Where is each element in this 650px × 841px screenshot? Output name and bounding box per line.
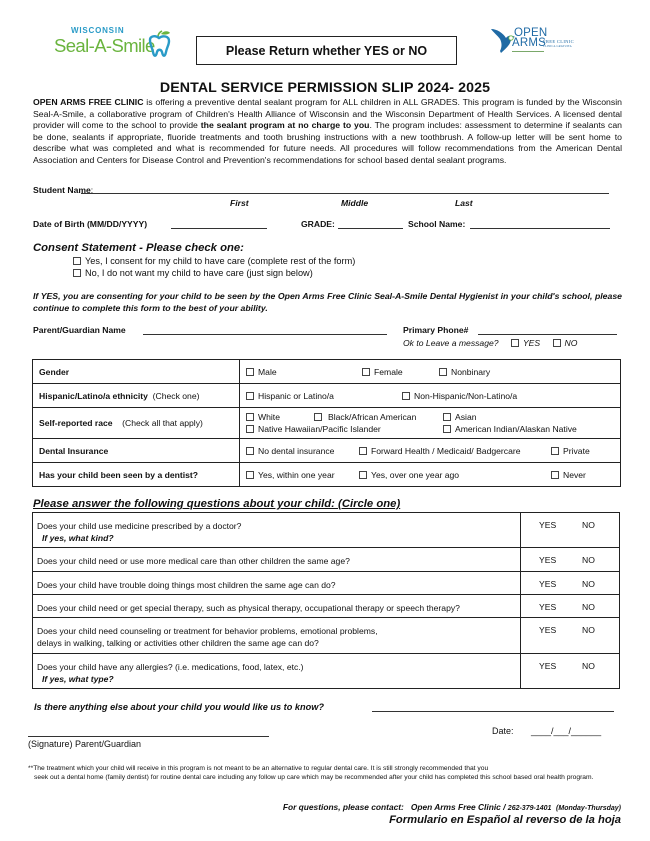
checkbox[interactable] bbox=[246, 368, 254, 376]
race-row: Self-reported race (Check all that apply) White Black/African American Asian Native Hawaiian/Pacific Islander American Indian/Alaskan Native bbox=[33, 408, 621, 439]
gender-female-option[interactable]: Female bbox=[362, 367, 403, 377]
questions-heading: Please answer the following questions about your child: (Circle one) bbox=[33, 498, 401, 510]
logo-free-clinic-text: FREE CLINIC bbox=[543, 39, 574, 44]
question-row bbox=[33, 654, 620, 689]
checkbox[interactable] bbox=[246, 447, 254, 455]
question-text: Does your child need or use more medical care than other children the same age? bbox=[33, 548, 521, 572]
answer-no[interactable]: NO bbox=[582, 555, 595, 565]
grade-field[interactable] bbox=[338, 228, 403, 229]
message-no-option[interactable]: NO bbox=[553, 338, 578, 348]
dentist-label: Has your child been seen by a dentist? bbox=[33, 463, 240, 487]
date-label: Date: bbox=[492, 726, 514, 736]
answer-yes[interactable]: YES bbox=[539, 555, 557, 565]
question-text: Does your child need or get special therapy, such as physical therapy, occupational therapy or speech therapy? bbox=[33, 595, 521, 618]
race-hawaiian-option[interactable]: Native Hawaiian/Pacific Islander bbox=[246, 424, 381, 434]
answer-yes[interactable]: YES bbox=[539, 520, 557, 530]
signature-field[interactable] bbox=[28, 736, 269, 737]
logo-open-text: OPEN bbox=[514, 27, 548, 39]
grade-label: GRADE: bbox=[301, 219, 335, 229]
insurance-none-option[interactable]: No dental insurance bbox=[246, 446, 334, 456]
ethnicity-row: Hispanic/Latino/a ethnicity (Check one) Hispanic or Latino/a Non-Hispanic/Non-Latino/a bbox=[33, 384, 621, 408]
school-name-field[interactable] bbox=[470, 228, 610, 229]
race-black-option[interactable]: Black/African American bbox=[314, 412, 416, 422]
if-yes-note: If YES, you are consenting for your child to be seen by the Open Arms Free Clinic Seal-A-Smile Dental Hygienist in your child's school, please continue to complete this form to the best of your ability. bbox=[33, 291, 622, 313]
insurance-private-option[interactable]: Private bbox=[551, 446, 590, 456]
footnote: **The treatment which your child will receive in this program is not meant to be an alternative to regular dental care. It is still strongly recommended that you seek out a dental home (family dentist) for routine dental care including any follow up care which may be recommended after your child has completed this school based oral health program. bbox=[28, 765, 594, 782]
insurance-medicaid-option[interactable]: Forward Health / Medicaid/ Badgercare bbox=[359, 446, 521, 456]
checkbox[interactable] bbox=[511, 339, 519, 347]
logo-seal-a-smile-text: Seal-A-Smile bbox=[54, 35, 155, 56]
logo-arms-text: ARMS bbox=[512, 37, 547, 49]
student-name-label: Student Name: bbox=[33, 185, 94, 195]
dentist-row bbox=[33, 463, 621, 487]
answer-yes[interactable]: YES bbox=[539, 579, 557, 589]
middle-name-caption: Middle bbox=[341, 198, 369, 208]
ethnicity-non-hispanic-option[interactable]: Non-Hispanic/Non-Latino/a bbox=[402, 391, 517, 401]
checkbox[interactable] bbox=[551, 447, 559, 455]
dentist-never-option[interactable]: Never bbox=[551, 470, 586, 480]
race-label: Self-reported race bbox=[39, 418, 113, 428]
answer-no[interactable]: NO bbox=[582, 579, 595, 589]
checkbox[interactable] bbox=[246, 413, 254, 421]
question-text: Does your child have any allergies? (i.e. medications, food, latex, etc.) bbox=[37, 662, 304, 672]
signature-label: (Signature) Parent/Guardian bbox=[28, 739, 142, 749]
open-arms-logo bbox=[490, 26, 600, 60]
dob-label: Date of Birth (MM/DD/YYYY) bbox=[33, 219, 148, 229]
gender-row bbox=[33, 360, 621, 384]
answer-yes[interactable]: YES bbox=[539, 661, 557, 671]
checkbox[interactable] bbox=[443, 425, 451, 433]
last-name-caption: Last bbox=[455, 198, 473, 208]
intro-paragraph: OPEN ARMS FREE CLINIC is offering a preventive dental sealant program for ALL children in ALL GRADES. This program is funded by the Wisconsin Seal-A-Smile, a collaborative program of Children's Health Alliance of Wisconsin and the Wisconsin Department of Health Services. A licensed dental provider will come to the school to provide the sealant program at no charge to you. The program includes: assessment to determine if sealants can be done, sealants if appropriate, fluoride treatments and tooth brushing instructions with a new toothbrush. A follow-up letter will be sent home to describe what was completed and what is recommended for future needs. All procedures will follow recommendations from the American Dental Association and Centers for Disease Control and Prevention's recommendations for school based dental sealant programs. bbox=[33, 97, 622, 165]
checkbox[interactable] bbox=[246, 425, 254, 433]
checkbox[interactable] bbox=[359, 447, 367, 455]
race-american-indian-option[interactable]: American Indian/Alaskan Native bbox=[443, 424, 577, 434]
checkbox[interactable] bbox=[246, 392, 254, 400]
insurance-row bbox=[33, 439, 621, 463]
answer-yes[interactable]: YES bbox=[539, 602, 557, 612]
checkbox[interactable] bbox=[362, 368, 370, 376]
student-name-field[interactable] bbox=[81, 193, 609, 194]
ethnicity-hispanic-option[interactable]: Hispanic or Latino/a bbox=[246, 391, 334, 401]
parent-name-field[interactable] bbox=[143, 334, 387, 335]
first-name-caption: First bbox=[230, 198, 249, 208]
checkbox[interactable] bbox=[314, 413, 322, 421]
checkbox[interactable] bbox=[246, 471, 254, 479]
message-yes-option[interactable]: YES bbox=[511, 338, 540, 348]
school-name-label: School Name: bbox=[408, 219, 466, 229]
date-field[interactable]: ____/___/______ bbox=[531, 726, 602, 736]
gender-label: Gender bbox=[33, 360, 240, 384]
dob-field[interactable] bbox=[171, 228, 267, 229]
parent-name-label: Parent/Guardian Name bbox=[33, 325, 126, 335]
question-row bbox=[33, 513, 620, 548]
contact-phone: 262-379-1401 bbox=[507, 805, 552, 812]
demographics-table bbox=[32, 359, 621, 487]
spanish-form-note: Formulario en Español al reverso de la hoja bbox=[389, 814, 621, 826]
answer-yes[interactable]: YES bbox=[539, 625, 557, 635]
questions-table bbox=[32, 512, 620, 689]
tooth-apple-icon bbox=[148, 30, 172, 60]
race-white-option[interactable]: White bbox=[246, 412, 280, 422]
consent-no-option[interactable]: No, I do not want my child to have care (just sign below) bbox=[73, 268, 313, 278]
insurance-label: Dental Insurance bbox=[33, 439, 240, 463]
ethnicity-label: Hispanic/Latino/a ethnicity bbox=[39, 390, 148, 401]
checkbox[interactable] bbox=[73, 257, 81, 265]
seal-a-smile-logo bbox=[52, 26, 172, 66]
answer-no[interactable]: NO bbox=[582, 602, 595, 612]
question-text-continued: delays in walking, talking or activities other children the same age can do? bbox=[37, 638, 319, 648]
consent-heading: Consent Statement - Please check one: bbox=[33, 242, 244, 254]
answer-no[interactable]: NO bbox=[582, 625, 595, 635]
question-text: Does your child use medicine prescribed by a doctor? bbox=[37, 521, 242, 531]
anything-else-question: Is there anything else about your child you would like us to know? bbox=[34, 702, 324, 712]
contact-info: For questions, please contact: Open Arms Free Clinic / 262-379-1401 (Monday-Thursday) bbox=[282, 802, 621, 812]
checkbox[interactable] bbox=[553, 339, 561, 347]
phone-label: Primary Phone# bbox=[403, 325, 469, 335]
checkbox[interactable] bbox=[443, 413, 451, 421]
gender-nonbinary-option[interactable]: Nonbinary bbox=[439, 367, 490, 377]
question-text: Does your child need counseling or treatment for behavior problems, emotional problems, bbox=[37, 626, 378, 636]
answer-no[interactable]: NO bbox=[582, 661, 595, 671]
question-text: Does your child have trouble doing things most children the same age can do? bbox=[33, 572, 521, 595]
phone-field[interactable] bbox=[478, 334, 617, 335]
checkbox[interactable] bbox=[402, 392, 410, 400]
question-row bbox=[33, 572, 620, 595]
checkbox[interactable] bbox=[73, 269, 81, 277]
question-row bbox=[33, 618, 620, 654]
race-asian-option[interactable]: Asian bbox=[443, 412, 477, 422]
checkbox[interactable] bbox=[439, 368, 447, 376]
logo-clinica-text: CLINICA GRATUITA bbox=[543, 44, 572, 48]
dentist-within-year-option[interactable]: Yes, within one year bbox=[246, 470, 335, 480]
logo-wisconsin-text: WISCONSIN bbox=[71, 26, 125, 35]
question-subtext: If yes, what kind? bbox=[42, 533, 114, 543]
question-subtext: If yes, what type? bbox=[42, 674, 114, 684]
no-charge-emphasis: the sealant program at no charge to you bbox=[200, 120, 370, 131]
answer-no[interactable]: NO bbox=[582, 520, 595, 530]
question-row bbox=[33, 595, 620, 618]
page-title: DENTAL SERVICE PERMISSION SLIP 2024- 2025 bbox=[159, 80, 491, 96]
logo-underline bbox=[512, 51, 544, 52]
return-notice-box: Please Return whether YES or NO bbox=[196, 36, 457, 65]
dentist-over-year-option[interactable]: Yes, over one year ago bbox=[359, 470, 459, 480]
consent-yes-option[interactable]: Yes, I consent for my child to have care (complete rest of the form) bbox=[73, 256, 355, 266]
anything-else-field[interactable] bbox=[372, 711, 614, 712]
checkbox[interactable] bbox=[551, 471, 559, 479]
checkbox[interactable] bbox=[359, 471, 367, 479]
question-row bbox=[33, 548, 620, 572]
message-question: Ok to Leave a message? YES NO bbox=[403, 338, 578, 348]
gender-male-option[interactable]: Male bbox=[246, 367, 277, 377]
clinic-name: OPEN ARMS FREE CLINIC bbox=[33, 97, 144, 107]
